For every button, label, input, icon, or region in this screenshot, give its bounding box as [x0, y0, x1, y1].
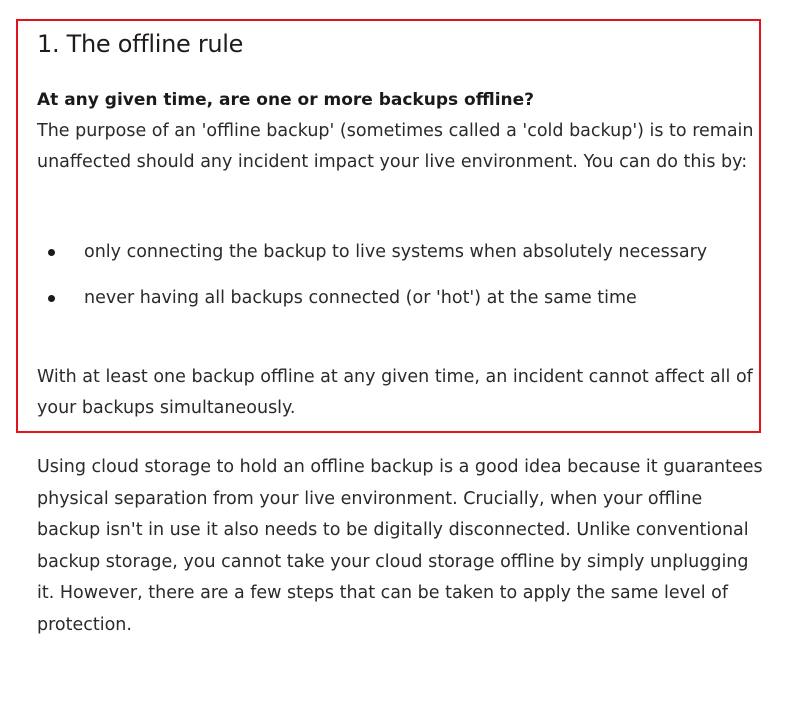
bullet-icon — [48, 249, 55, 256]
section-title: 1. The offline rule — [37, 30, 244, 58]
closing-paragraph: With at least one backup offline at any given time, an incident cannot affect all of your backups simultaneously. — [37, 367, 753, 418]
list-item — [37, 282, 757, 314]
list-item-text: never having all backups connected (or 'hot') at the same time — [84, 288, 637, 308]
list-item — [37, 236, 757, 268]
body-paragraph: Using cloud storage to hold an offline backup is a good idea because it guarantees physical separation from your live environment. Crucially, when your offline backup isn't in use it also needs to be digitally disconnected. Unlike conventional backup storage, you cannot take your cloud storage offline by simply unplugging it. However, there are a few steps that can be taken to apply the same level of protection. — [37, 457, 763, 635]
bullet-icon — [48, 295, 55, 302]
intro-paragraph: The purpose of an 'offline backup' (sometimes called a 'cold backup') is to remain unaffected should any incident impact your live environment. You can do this by: — [37, 121, 754, 172]
bullet-list — [37, 236, 757, 314]
list-item-text: only connecting the backup to live systems when absolutely necessary — [84, 242, 708, 262]
section-question: At any given time, are one or more backups offline? — [37, 90, 535, 110]
